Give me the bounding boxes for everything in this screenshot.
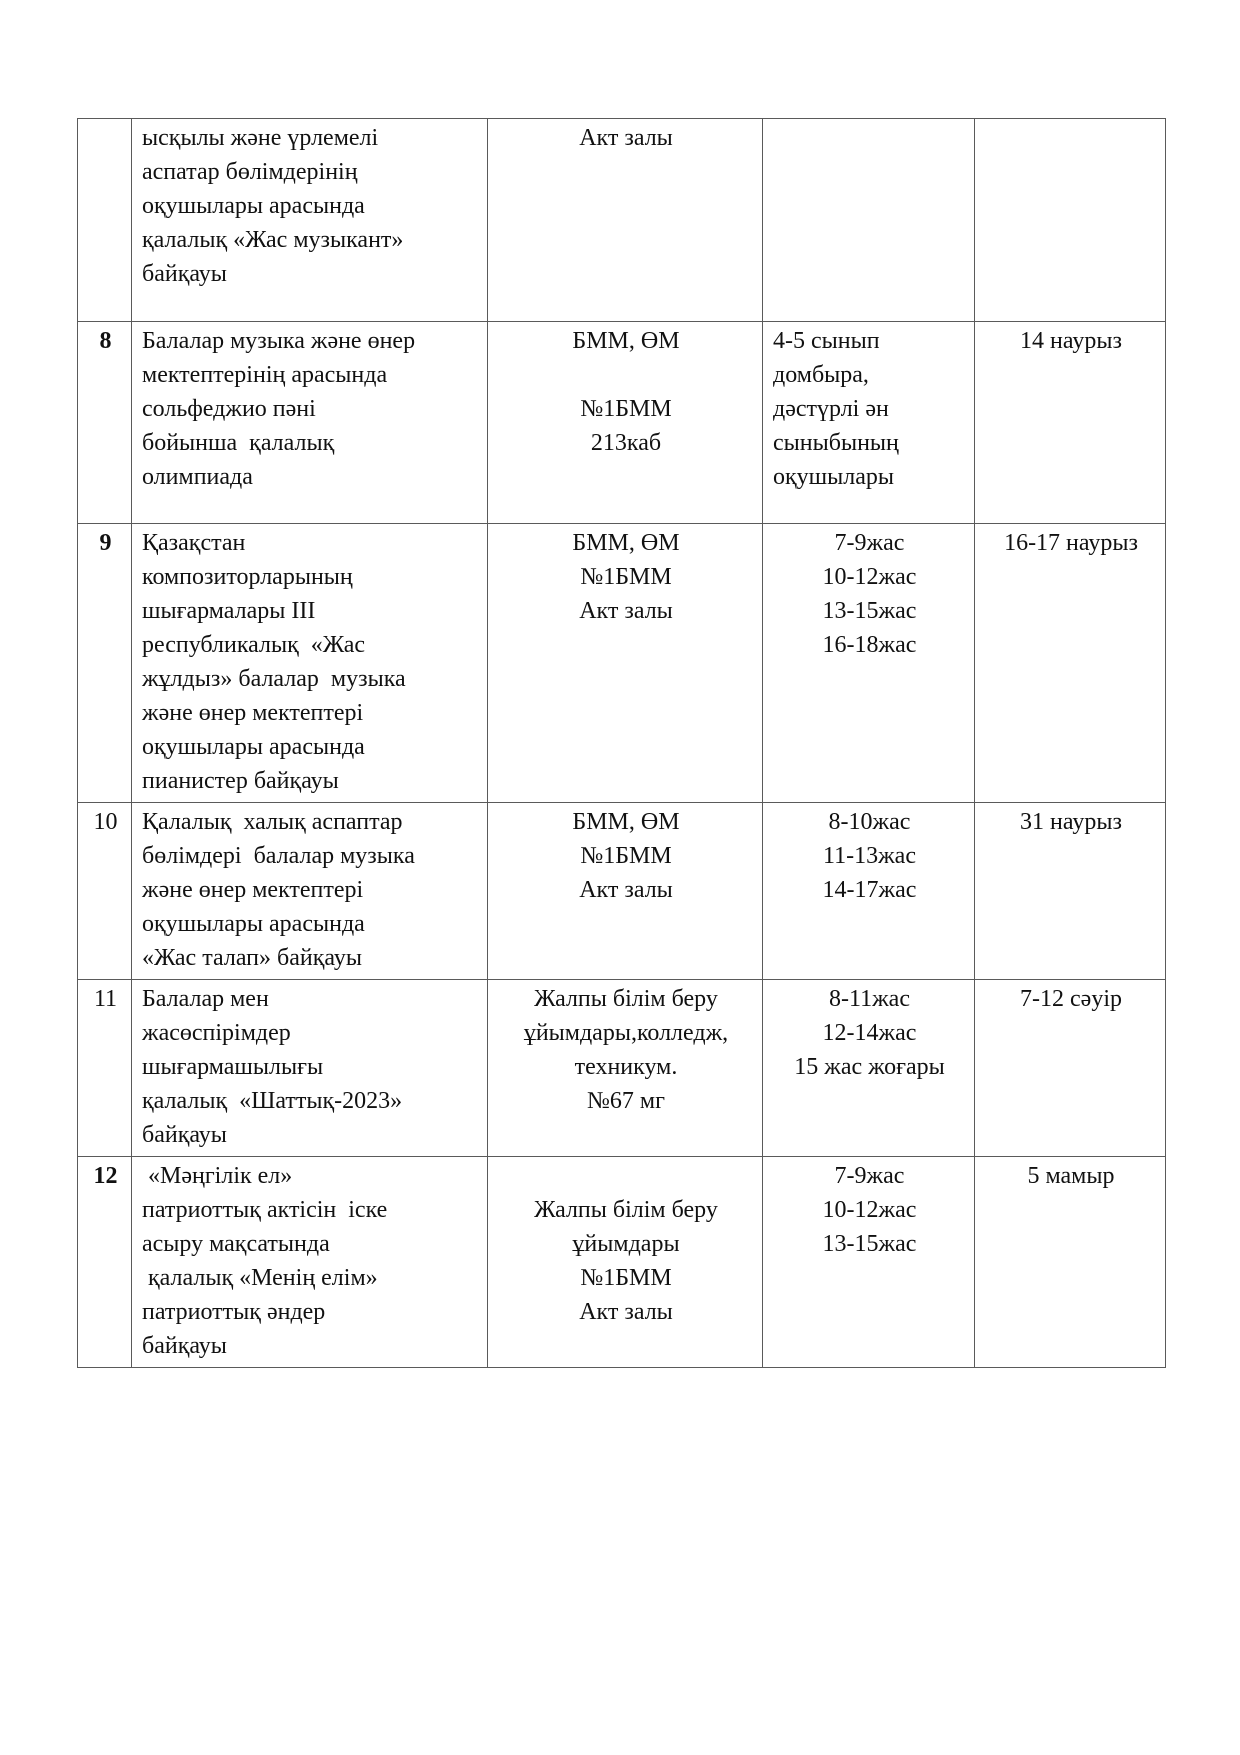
venue-line: техникум. — [574, 1054, 678, 1080]
venue-line: БММ, ӨМ — [572, 328, 680, 354]
venue-cell — [488, 803, 763, 980]
event-name-line: жасөспірімдер — [142, 1020, 291, 1046]
events-table — [77, 118, 1166, 1368]
event-name-line: оқушылары арасында — [142, 911, 365, 937]
venue-line: Акт залы — [579, 877, 673, 903]
event-name-line: байқауы — [142, 1122, 227, 1148]
event-name-line: шығармалары III — [142, 598, 316, 624]
event-name-line: шығармашылығы — [142, 1054, 324, 1080]
row-number: 8 — [99, 328, 112, 354]
event-name-line: аспатар бөлімдерінің — [142, 159, 358, 185]
event-name-line: Балалар музыка және өнер — [142, 328, 416, 354]
participants-line: 13-15жас — [822, 1231, 917, 1257]
date-cell — [975, 322, 1166, 524]
venue-line — [498, 1159, 754, 1193]
venue-line: №1БММ — [580, 396, 672, 422]
venue-line: Жалпы білім беру — [534, 1197, 718, 1223]
date-cell — [975, 803, 1166, 980]
row-number-cell — [78, 1157, 132, 1368]
event-name-line: Балалар мен — [142, 986, 269, 1012]
event-name-line: байқауы — [142, 261, 227, 287]
table-row — [78, 1157, 1166, 1368]
event-date: 5 мамыр — [1027, 1163, 1115, 1189]
participants-cell — [763, 119, 975, 322]
event-name-line: патриоттық актісін іске — [142, 1197, 388, 1223]
event-name-line: оқушылары арасында — [142, 734, 365, 760]
participants-line: 12-14жас — [822, 1020, 917, 1046]
venue-cell — [488, 980, 763, 1157]
row-number-cell — [78, 980, 132, 1157]
table-row — [78, 980, 1166, 1157]
participants-line: 8-10жас — [828, 809, 911, 835]
participants-line: 16-18жас — [822, 632, 917, 658]
venue-line: 213каб — [590, 430, 662, 456]
event-name-cell — [132, 524, 488, 803]
participants-line: 4-5 сынып — [773, 328, 880, 354]
table-row — [78, 119, 1166, 322]
event-name-cell — [132, 803, 488, 980]
event-name-line: «Жас талап» байқауы — [142, 945, 362, 971]
participants-line: 13-15жас — [822, 598, 917, 624]
event-name-line: композиторларының — [142, 564, 353, 590]
date-cell — [975, 524, 1166, 803]
participants-line: 7-9жас — [834, 1163, 905, 1189]
event-name-line: бөлімдері балалар музыка — [142, 843, 415, 869]
event-date: 7-12 сәуір — [1020, 986, 1122, 1012]
event-name-line: және өнер мектептері — [142, 700, 364, 726]
participants-line: 10-12жас — [822, 564, 917, 590]
venue-line: БММ, ӨМ — [572, 809, 680, 835]
date-cell — [975, 980, 1166, 1157]
table-row — [78, 322, 1166, 524]
event-date: 16-17 наурыз — [1004, 530, 1138, 556]
participants-line: 14-17жас — [822, 877, 917, 903]
participants-line: оқушылары — [773, 464, 895, 490]
participants-cell — [763, 980, 975, 1157]
participants-line: дәстүрлі ән — [773, 396, 889, 422]
venue-cell — [488, 119, 763, 322]
event-name-line: қалалық «Жас музыкант» — [142, 227, 404, 253]
participants-line: сыныбының — [773, 430, 899, 456]
row-number: 10 — [93, 809, 118, 835]
row-number-cell — [78, 119, 132, 322]
event-name-line: республикалық «Жас — [142, 632, 365, 658]
event-date: 14 наурыз — [1020, 328, 1122, 354]
date-cell — [975, 1157, 1166, 1368]
table-row — [78, 803, 1166, 980]
date-cell — [975, 119, 1166, 322]
participants-line: 7-9жас — [834, 530, 905, 556]
event-name-line: патриоттық әндер — [142, 1299, 326, 1325]
row-number: 12 — [93, 1163, 118, 1189]
events-table-body — [78, 119, 1166, 1368]
venue-line: Жалпы білім беру — [534, 986, 718, 1012]
event-name-line: қалалық «Менің елім» — [142, 1265, 378, 1291]
venue-line — [498, 358, 754, 392]
row-number: 9 — [99, 530, 112, 556]
participants-line: 8-11жас — [829, 986, 910, 1012]
event-date: 31 наурыз — [1020, 809, 1122, 835]
row-number — [88, 121, 123, 155]
participants-cell — [763, 524, 975, 803]
venue-line: №1БММ — [580, 564, 672, 590]
event-name-line: қалалық «Шаттық-2023» — [142, 1088, 403, 1114]
event-name-line: бойынша қалалық — [142, 430, 335, 456]
event-name-line: байқауы — [142, 1333, 227, 1359]
event-name-line: және өнер мектептері — [142, 877, 364, 903]
row-number-cell — [78, 322, 132, 524]
venue-cell — [488, 524, 763, 803]
table-row — [78, 524, 1166, 803]
event-name-line: жұлдыз» балалар музыка — [142, 666, 406, 692]
venue-line: Акт залы — [579, 125, 673, 151]
event-name-line: «Мәңгілік ел» — [142, 1163, 293, 1189]
venue-line: ұйымдары,колледж, — [523, 1020, 729, 1046]
row-number: 11 — [93, 986, 118, 1012]
event-date — [985, 121, 1157, 155]
venue-line: Акт залы — [579, 1299, 673, 1325]
venue-line: БММ, ӨМ — [572, 530, 680, 556]
venue-cell — [488, 1157, 763, 1368]
venue-line: №1БММ — [580, 1265, 672, 1291]
venue-cell — [488, 322, 763, 524]
venue-line: №67 мг — [587, 1088, 665, 1114]
participants-cell — [763, 803, 975, 980]
event-name-line: оқушылары арасында — [142, 193, 365, 219]
event-name-cell — [132, 1157, 488, 1368]
event-name-line: Қалалық халық аспаптар — [142, 809, 403, 835]
venue-line: №1БММ — [580, 843, 672, 869]
event-name-line: асыру мақсатында — [142, 1231, 330, 1257]
event-name-line: сольфеджио пәні — [142, 396, 316, 422]
participants-cell — [763, 322, 975, 524]
event-name-line: ысқылы және үрлемелі — [142, 125, 379, 151]
event-name-line: мектептерінің арасында — [142, 362, 388, 388]
event-name-cell — [132, 322, 488, 524]
participants-line: 10-12жас — [822, 1197, 917, 1223]
participants-line: 15 жас жоғары — [794, 1054, 945, 1080]
row-number-cell — [78, 803, 132, 980]
venue-line: Акт залы — [579, 598, 673, 624]
participants-line: домбыра, — [773, 362, 869, 388]
venue-line: ұйымдары — [572, 1231, 680, 1257]
event-name-line: Қазақстан — [142, 530, 246, 556]
participants-cell — [763, 1157, 975, 1368]
event-name-line: олимпиада — [142, 464, 253, 490]
row-number-cell — [78, 524, 132, 803]
event-name-line: пианистер байқауы — [142, 768, 339, 794]
participants-line: 11-13жас — [823, 843, 916, 869]
event-name-cell — [132, 119, 488, 322]
event-name-cell — [132, 980, 488, 1157]
